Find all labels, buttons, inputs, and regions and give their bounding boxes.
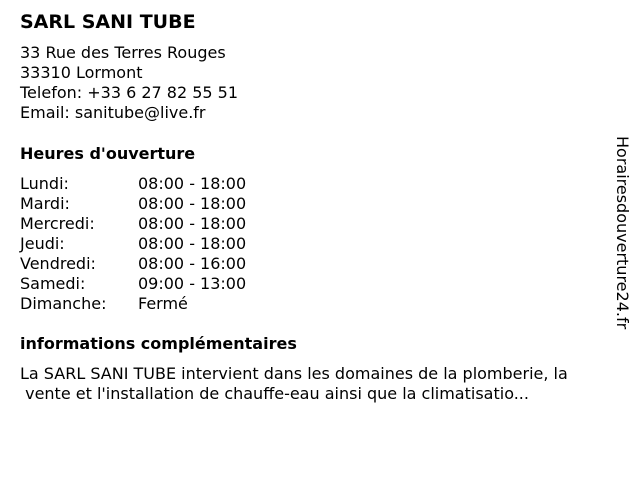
address-line1: 33 Rue des Terres Rouges <box>20 43 226 62</box>
hours-time: 09:00 - 13:00 <box>138 274 247 293</box>
hours-time: 08:00 - 18:00 <box>138 234 247 253</box>
business-card <box>20 10 620 404</box>
hours-row-thursday <box>20 234 620 254</box>
company-name: SARL SANI TUBE <box>20 11 196 33</box>
opening-hours-table <box>20 174 620 314</box>
hours-day: Mercredi: <box>20 214 95 233</box>
watermark-text: Horairesdouverture24.fr <box>613 136 632 330</box>
hours-day: Jeudi: <box>20 234 65 253</box>
hours-day: Lundi: <box>20 174 69 193</box>
hours-row-friday <box>20 254 620 274</box>
hours-row-monday <box>20 174 620 194</box>
hours-time: 08:00 - 18:00 <box>138 194 247 213</box>
email-address: Email: sanitube@live.fr <box>20 103 206 122</box>
hours-row-tuesday <box>20 194 620 214</box>
hours-time: Fermé <box>138 294 188 313</box>
additional-info-line2: vente et l'installation de chauffe-eau ainsi que la climatisatio... <box>20 384 529 403</box>
additional-info-heading: informations complémentaires <box>20 334 297 353</box>
additional-info-line1: La SARL SANI TUBE intervient dans les domaines de la plomberie, la <box>20 364 568 383</box>
hours-day: Dimanche: <box>20 294 107 313</box>
opening-hours-heading: Heures d'ouverture <box>20 144 196 163</box>
hours-row-saturday <box>20 274 620 294</box>
hours-row-sunday <box>20 294 620 314</box>
hours-time: 08:00 - 18:00 <box>138 214 247 233</box>
hours-day: Mardi: <box>20 194 70 213</box>
hours-time: 08:00 - 16:00 <box>138 254 247 273</box>
phone-number: Telefon: +33 6 27 82 55 51 <box>20 83 239 102</box>
hours-time: 08:00 - 18:00 <box>138 174 247 193</box>
hours-day: Vendredi: <box>20 254 96 273</box>
hours-day: Samedi: <box>20 274 86 293</box>
address-line2: 33310 Lormont <box>20 63 143 82</box>
hours-row-wednesday <box>20 214 620 234</box>
